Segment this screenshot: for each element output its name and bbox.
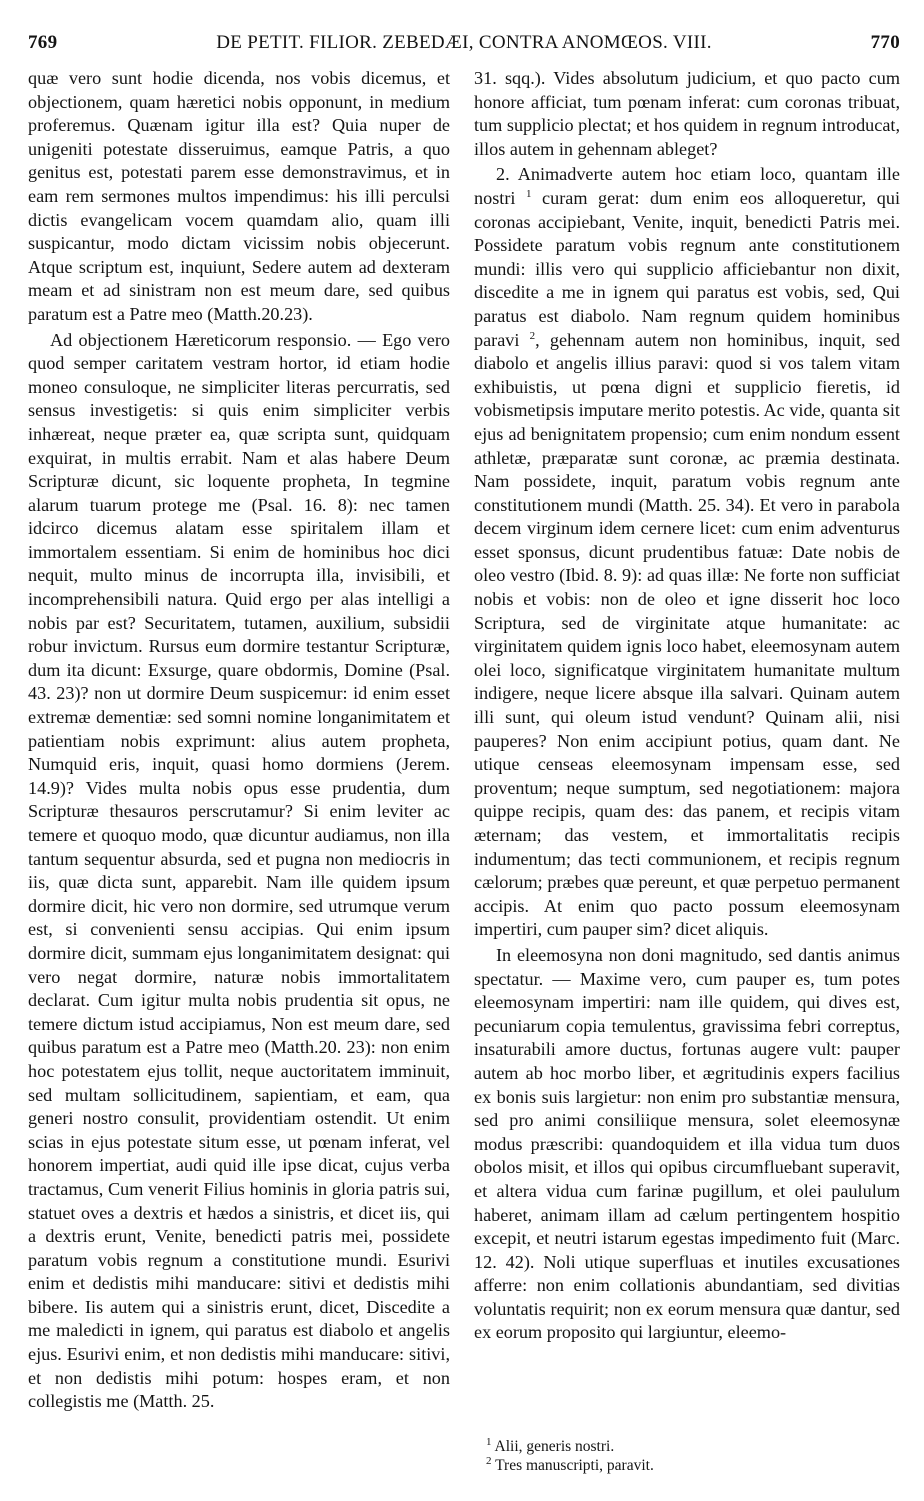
paragraph-text: 2. Animadverte autem hoc etiam loco, quantam ille nostri [474, 164, 900, 208]
paragraph-text: curam gerat: dum enim eos alloqueretur, qui coronas accipiebant, Venite, inquit, benedicti Patris mei. Possidete paratum vobis regnum ante constitutionem mundi: illis vero qui supplicio afficiebantur non dixit, discedite a me in ignem qui paratus est vobis, sed, Qui paratus est diabolo. Nam regnum quidem hominibus paravi [474, 187, 901, 350]
paragraph: In eleemosyna non doni magnitudo, sed dantis animus spectatur. — Maxime vero, cum pauper es, tum potes eleemosynam impertiri: nam ille quidem, qui dives est, pecuniarum copia temulentus, gravissima febri correptus, insaturabili amore ductus, fortunas augere vult: pauper autem ab hoc morbo liber, et ægritudinis expers facilius ex bonis suis largietur: non enim pro substantiæ mensura, sed pro animi consiliique mensura, solet eleemosynæ modus præscribi: quandoquidem et illa vidua tum duos obolos misit, et illos qui opibus circumfluebant superavit, et altera vidua cum farinæ pugillum, et olei paululum haberet, animam illam ad cælum pertingentem hospitio excepit, et neutri istarum egestas impedimento fuit (Marc. 12. 42). Noli utique superfluas et inutiles excusationes afferre: non enim collationis abundantiam, sed divitias voluntatis requirit; non ex eorum mensura quæ dantur, sed ex eorum proposito qui largiuntur, eleemo- [474, 944, 900, 1343]
paragraph: Ad objectionem Hæreticorum responsio. — Ego vero quod semper caritatem vestram hortor, id etiam hodie moneo consuloque, ne simpliciter literas percurratis, sed sensus investigetis: si quis enim simpliciter verbis inhæreat, neque præter ea, quæ scripta sunt, quidquam exquirat, in multis errabit. Nam et alas habere Deum Scripturæ dicunt, sic loquente propheta, In tegmine alarum tuarum protege me (Psal. 16. 8): nec tamen idcirco dicemus alatam esse spiritalem illam et immortalem essentiam. Si enim de hominibus hoc dici nequit, multo minus de incorrupta illa, invisibili, et incomprehensibili natura. Quid ergo per alas intelligi a nobis par est? Securitatem, tutamen, auxilium, subsidii robur invictum. Rursus eum dormire testantur Scripturæ, dum ita dicunt: Exsurge, quare obdormis, Domine (Psal. 43. 23)? non ut dormire Deum suspicemur: id enim esset extremæ dementiæ: sed somni nomine longanimitatem et patientiam nobis exprimunt: alius autem propheta, Numquid eris, inquit, quasi homo dormiens (Jerem. 14.9)? Vides multa nobis opus esse prudentia, dum Scripturæ thesauros perscrutamur? Si enim leviter ac temere et quoquo modo, quæ dicuntur audiamus, non illa tantum sequentur absurda, sed et pugna non mediocris in iis, quæ dicta sunt, apparebit. Nam ille quidem ipsum dormire dicit, hic vero non dormire, sed utrumque verum est, si convenienti sensu accipias. Qui enim ipsum dormire dicit, summam ejus longanimitatem designat: qui vero negat dormire, naturæ nobis immortalitatem declarat. Cum igitur multa nobis prudentia sit opus, ne temere dictum istud accipiamus, Non est meum dare, sed quibus paratum est a Patre meo (Matth.20. 23): non enim hoc potestatem ejus tollit, neque auctoritatem imminuit, sed multam sollicitudinem, sapientiam, et eam, qua generi nostro consulit, providentiam ostendit. Ut enim scias in ejus potestate situm esse, ut pœnam inferat, vel honorem impertiat, audi quid ille ipse dicat, cujus verba tractamus, Cum venerit Filius hominis in gloria patris sui, statuet oves a dextris et hædos a sinistris, et dicet iis, qui a dextris erunt, Venite, benedicti patris mei, possidete paratum vobis regnum a constitutione mundi. Esurivi enim et dedistis mihi manducare: sitivi et dedistis mihi bibere. Iis autem qui a sinistris erunt, dicet, Discedite a me maledicti in ignem, qui paratus est diabolo et angelis ejus. Esurivi enim, et non dedistis mihi manducare: sitivi, et non dedistis mihi potum: hospes eram, et non collegistis me (Matth. 25. [28, 329, 450, 1412]
left-column [28, 67, 450, 1412]
footnote-text: Tres manuscripti, paravit. [495, 1457, 654, 1474]
page-number-left: 769 [28, 32, 58, 53]
footnote-ref: 1 [525, 187, 532, 200]
footnote-ref: 2 [529, 329, 536, 342]
footnote [486, 1437, 896, 1456]
page-number-right: 770 [870, 32, 900, 53]
paragraph: 31. sqq.). Vides absolutum judicium, et quo pacto cum honore afficiat, tum pœnam inferat: cum coronas tribuat, tum supplicio plectat; et hos quidem in regnum introducat, illos autem in gehennam ableget? [474, 68, 900, 159]
running-title: DE PETIT. FILIOR. ZEBEDÆI, CONTRA ANOMŒOS. VIII. [216, 32, 712, 53]
footnote-mark: 1 [486, 1435, 492, 1448]
footnote-text: Alii, generis nostri. [494, 1438, 615, 1455]
paragraph [474, 163, 900, 942]
paragraph-text: , gehennam autem non hominibus, inquit, sed diabolo et angelis illius paravi: quod si vos talem vitam exhibuistis, ut pœna digni et supplicio fieretis, id vobismetipsis imputare merito potestis. Ac vide, quanta sit ejus ad benignitatem propensio; cum enim nondum essent athletæ, præparatæ sunt coronæ, ac præmia destinata. Nam possidete, inquit, paratum vobis regnum ante constitutionem mundi (Matth. 25. 34). Et vero in parabola decem virginum idem cernere licet: cum enim adventurus esset sponsus, dicunt prudentibus fatuæ: Date nobis de oleo vestro (Ibid. 8. 9): ad quas illæ: Ne forte non sufficiat nobis et vobis: non de oleo et igne disserit hoc loco Scriptura, sed de virginitate atque humanitate: ac virginitatem quidem ignis loco habet, eleemosynam autem olei loco, significatque virginitatem humanitate multum indigere, neque licere absque illa salvari. Quinam autem illi sunt, qui oleum istud vendunt? Quinam alii, nisi pauperes? Non enim accipiunt potius, quam dant. Ne utique censeas eleemosynam impensam esse, sed proventum; neque sumptum, sed negotiationem: majora quippe recipis, quam des: das panem, et recipis vitam æternam; das vestem, et immortalitatis recipis indumentum; das tecti communionem, et recipis regnum cælorum; præbes quæ pereunt, et quæ perpetuo permanent accipis. At enim quo pacto possum eleemosynam impertiri, cum pauper sim? dicet aliquis. [474, 329, 901, 940]
paragraph: quæ vero sunt hodie dicenda, nos vobis dicemus, et objectionem, quam hæretici nobis opponunt, in medium proferemus. Quænam igitur illa est? Quia nuper de unigeniti potestate disseruimus, eamque Patris, a quo genitus est, potestati parem esse demonstravimus, et in eam rem sermones multos impendimus: his illi perculsi dictis evangelicam vocem quamdam alio, quam illi suspicantur, modo dictam vicissim nobis objecerunt. Atque scriptum est, inquiunt, Sedere autem ad dexteram meam et ad sinistram non est meum dare, sed quibus paratum est a Patre meo (Matth.20.23). [28, 68, 450, 324]
running-header [28, 32, 900, 60]
footnote-mark: 2 [486, 1454, 492, 1467]
right-column [474, 67, 900, 1387]
footnote [486, 1456, 896, 1475]
footnotes [486, 1437, 896, 1475]
